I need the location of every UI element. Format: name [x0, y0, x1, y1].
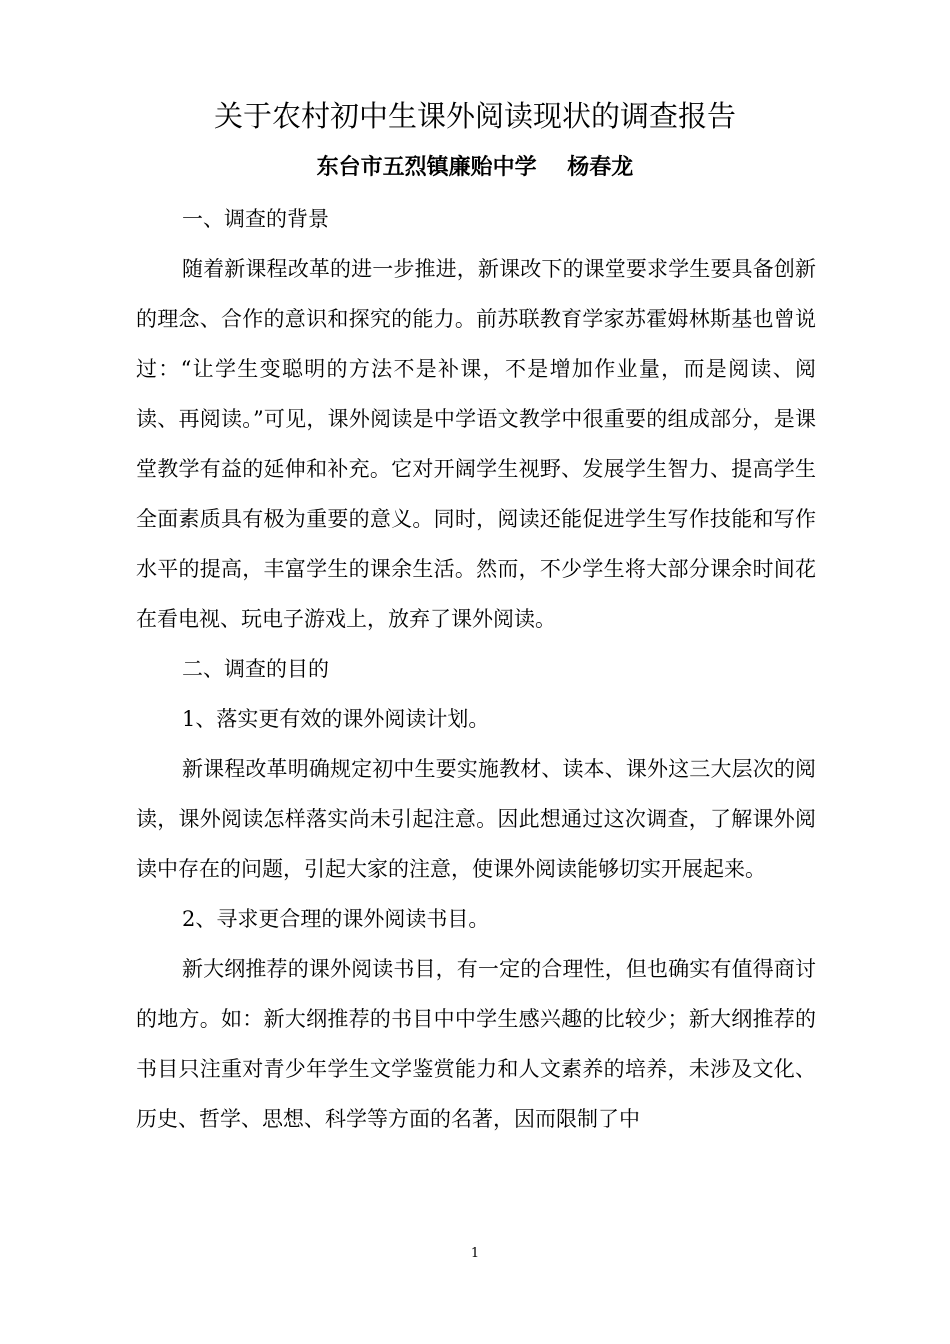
section-heading-purpose: 二、调查的目的: [182, 657, 329, 681]
page-number: 1: [470, 1246, 480, 1261]
author-line: 东台市五烈镇廉贻中学 杨春龙: [316, 155, 634, 180]
section-heading-background: 一、调查的背景: [182, 207, 329, 231]
paragraph-book-list: 新大纲推荐的课外阅读书目，有一定的合理性，但也确实有值得商讨的地方。如：新大纲推荐的书目中中学生感兴趣的比较少；新大纲推荐的书目只注重对青少年学生文学鉴赏能力和人文素养的培养，未涉及文化、历史、哲学、思想、科学等方面的名著，因而限制了中: [136, 957, 816, 1131]
report-body: [136, 194, 816, 1144]
paragraph-background: 随着新课程改革的进一步推进，新课改下的课堂要求学生要具备创新的理念、合作的意识和探究的能力。前苏联教育学家苏霍姆林斯基也曾说过：“让学生变聪明的方法不是补课，不是增加作业量，而是阅读、阅读、再阅读。”可见，课外阅读是中学语文教学中很重要的组成部分，是课堂教学有益的延伸和补充。它对开阔学生视野、发展学生智力、提高学生全面素质具有极为重要的意义。同时，阅读还能促进学生写作技能和写作水平的提高，丰富学生的课余生活。然而，不少学生将大部分课余时间花在看电视、玩电子游戏上，放弃了课外阅读。: [136, 257, 816, 631]
paragraph-reading-plan: 新课程改革明确规定初中生要实施教材、读本、课外这三大层次的阅读，课外阅读怎样落实尚未引起注意。因此想通过这次调查，了解课外阅读中存在的问题，引起大家的注意，使课外阅读能够切实开展起来。: [136, 757, 816, 881]
subheading-reading-plan: 1、落实更有效的课外阅读计划。: [182, 707, 490, 731]
report-title: 关于农村初中生课外阅读现状的调查报告: [213, 99, 736, 133]
subheading-book-list: 2、寻求更合理的课外阅读书目。: [182, 907, 490, 931]
